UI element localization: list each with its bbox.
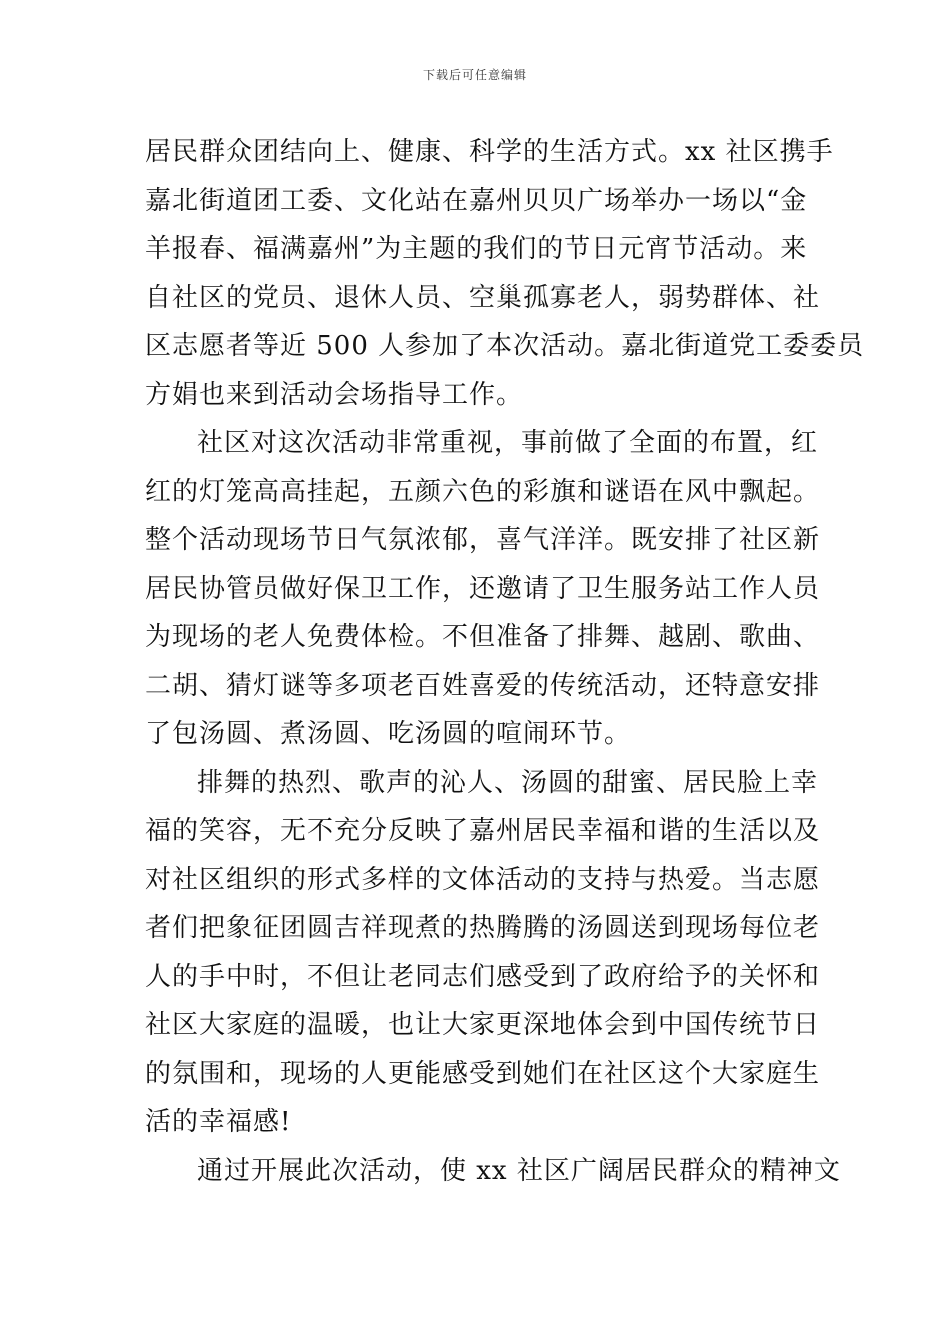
text-line: 了包汤圆、煮汤圆、吃汤圆的喧闹环节。 bbox=[145, 719, 632, 749]
text-line: 者们把象征团圆吉祥现煮的热腾腾的汤圆送到现场每位老 bbox=[145, 913, 821, 943]
text-line: 的氛围和，现场的人更能感受到她们在社区这个大家庭生 bbox=[145, 1058, 821, 1089]
text-line: 对社区组织的形式多样的文体活动的支持与热爱。当志愿 bbox=[145, 864, 821, 895]
text-line: 活的幸福感! bbox=[145, 1107, 292, 1137]
text-line: 羊报春、福满嘉州”为主题的我们的节日元宵节活动。来 bbox=[145, 234, 808, 264]
text-line: 红的灯笼高高挂起，五颜六色的彩旗和谜语在风中飘起。 bbox=[145, 476, 821, 507]
text-line: 区志愿者等近 500 人参加了本次活动。嘉北街道党工委委员 bbox=[145, 331, 865, 361]
text-line: 嘉北街道团工委、文化站在嘉州贝贝广场举办一场以“金 bbox=[145, 185, 808, 216]
header-note: 下载后可任意编辑 bbox=[422, 68, 527, 82]
text-line: 福的笑容，无不充分反映了嘉州居民幸福和谐的生活以及 bbox=[145, 816, 821, 846]
paragraph-first-line: 排舞的热烈、歌声的沁人、汤圆的甜蜜、居民脸上幸 bbox=[197, 767, 819, 798]
text-line: 方娟也来到活动会场指导工作。 bbox=[145, 379, 524, 410]
text-line: 人的手中时，不但让老同志们感受到了政府给予的关怀和 bbox=[145, 961, 821, 992]
paragraph-first-line: 社区对这次活动非常重视，事前做了全面的布置，红 bbox=[197, 428, 819, 458]
text-line: 整个活动现场节日气氛浓郁，喜气洋洋。既安排了社区新 bbox=[145, 525, 821, 555]
text-line: 为现场的老人免费体检。不但准备了排舞、越剧、歌曲、 bbox=[145, 622, 821, 652]
text-line: 社区大家庭的温暖，也让大家更深地体会到中国传统节日 bbox=[145, 1010, 821, 1040]
text-line: 居民协管员做好保卫工作，还邀请了卫生服务站工作人员 bbox=[145, 573, 821, 604]
text-line: 居民群众团结向上、健康、科学的生活方式。xx 社区携手 bbox=[145, 137, 834, 167]
paragraph-first-line: 通过开展此次活动，使 xx 社区广阔居民群众的精神文 bbox=[197, 1155, 841, 1186]
text-line: 二胡、猜灯谜等多项老百姓喜爱的传统活动，还特意安排 bbox=[145, 670, 821, 701]
text-line: 自社区的党员、退休人员、空巢孤寡老人，弱势群体、社 bbox=[145, 282, 821, 313]
body-text bbox=[145, 128, 865, 1195]
